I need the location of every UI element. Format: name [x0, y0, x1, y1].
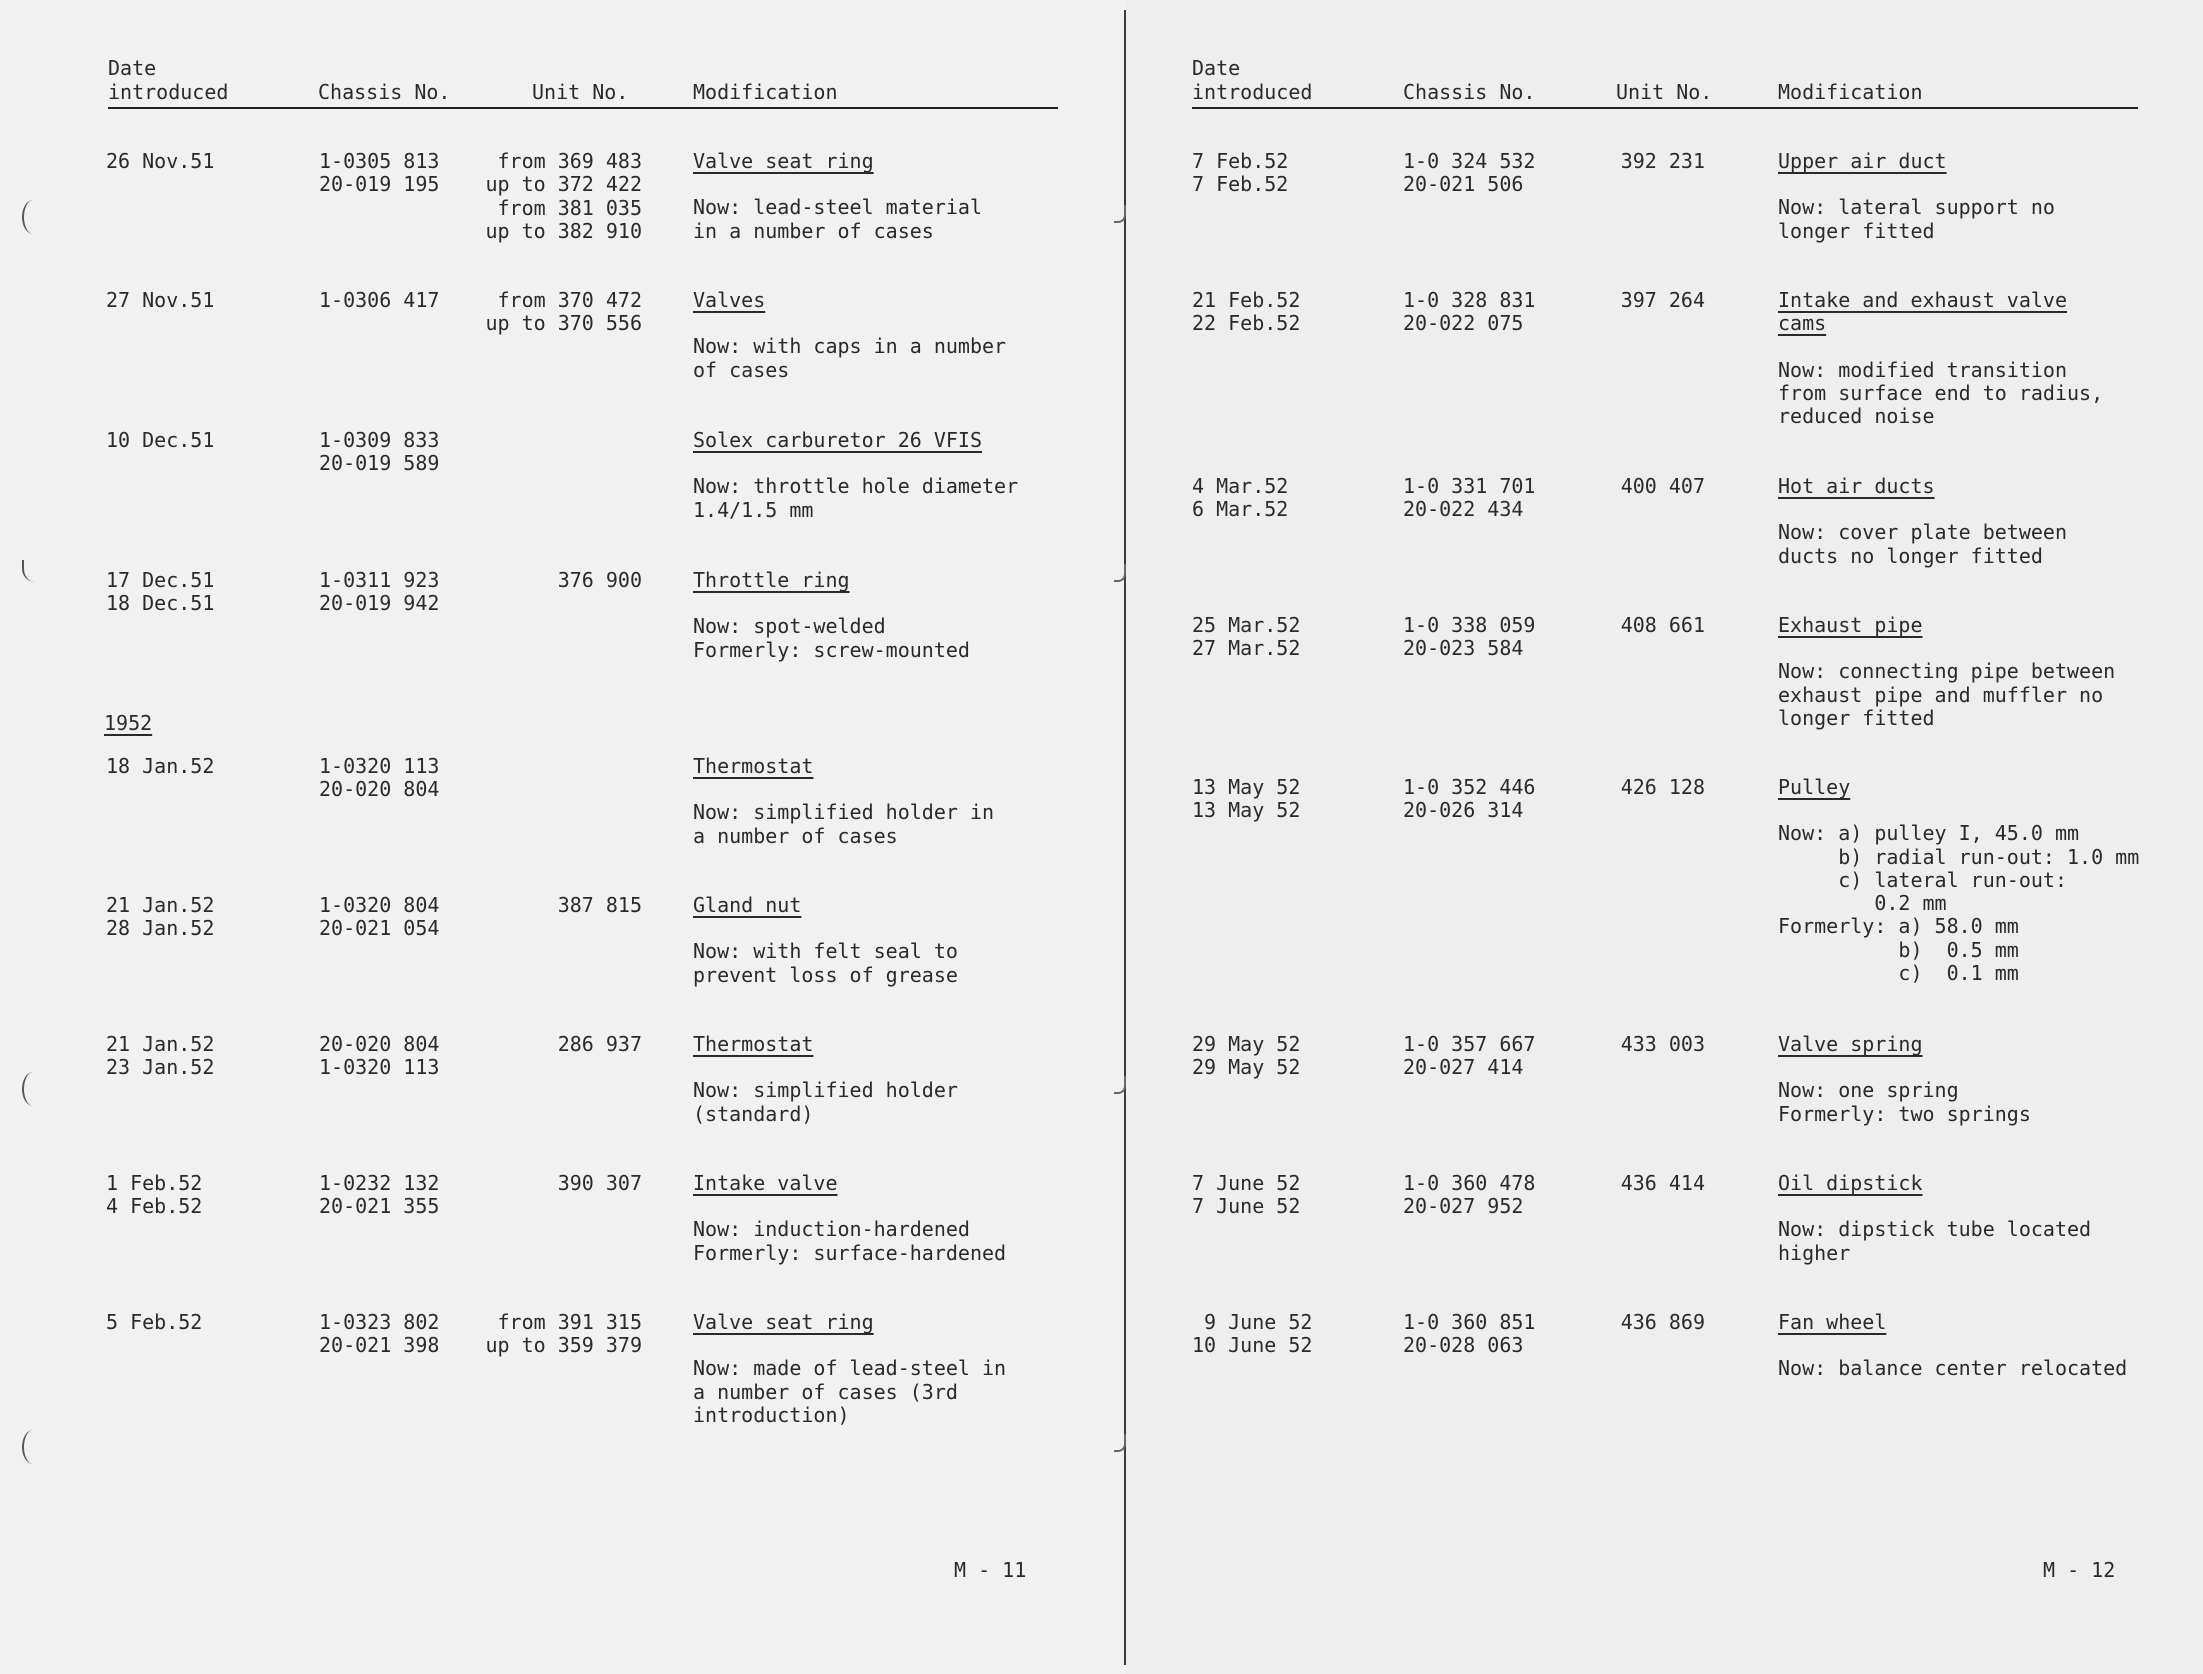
description-line: Now: balance center relocated	[1778, 1356, 2128, 1381]
description-line: b) 0.5 mm	[1778, 937, 2019, 962]
description-line: Now: with felt seal to	[693, 939, 958, 964]
description-line: Formerly: screw-mounted	[693, 637, 970, 662]
header-unit: Unit No.	[1616, 80, 1713, 104]
entry-modification	[693, 755, 994, 848]
entry-chassis-line: 1-0 328 831	[1403, 288, 1536, 312]
entry-chassis-line: 1-0 360 478	[1403, 1171, 1536, 1195]
entry-chassis	[1403, 776, 1535, 823]
entry-unit-line: from 381 035	[497, 195, 642, 220]
right-page	[1126, 0, 2203, 1674]
description-line: Now: simplified holder in	[693, 800, 995, 825]
entry-chassis-line: 1-0320 804	[319, 893, 440, 917]
description-line: Now: with caps in a number	[693, 334, 1007, 359]
entry-chassis-line: 20-023 584	[1403, 636, 1524, 661]
entry-date-line: 29 May 52	[1192, 1032, 1301, 1056]
page-number: M - 12	[2043, 1558, 2116, 1582]
entry-date-line: 10 Dec.51	[106, 428, 215, 452]
modification-title: Pulley	[1778, 775, 1851, 799]
entry-chassis	[1403, 289, 1535, 336]
entry-chassis	[1403, 1172, 1535, 1219]
entry-unit-line: 436 869	[1620, 1310, 1705, 1334]
modification-title: Throttle ring	[693, 568, 850, 592]
entry-chassis-line: 20-020 804	[319, 777, 440, 802]
entry-modification	[1778, 776, 2139, 985]
entry-chassis-line: 1-0320 113	[319, 754, 440, 778]
entry-unit-line: 390 307	[557, 1171, 642, 1195]
description-line: Now: one spring	[1778, 1078, 1959, 1103]
modification-description	[693, 801, 994, 848]
entry-unit	[1621, 776, 1705, 799]
entry-chassis	[1403, 1033, 1535, 1080]
header-date: Date introduced	[1192, 56, 1313, 104]
entry-chassis-line: 1-0 338 059	[1403, 613, 1536, 637]
modification-title: Solex carburetor 26 VFIS	[693, 428, 982, 452]
header-unit: Unit No.	[532, 80, 629, 104]
modification-title: Valve seat ring	[693, 149, 874, 173]
entry-chassis-line: 1-0305 813	[319, 149, 440, 173]
entry-chassis-line: 1-0 324 532	[1403, 149, 1536, 173]
entry-chassis-line: 20-020 804	[319, 1032, 440, 1056]
description-line: introduction)	[693, 1402, 850, 1427]
entry-chassis-line: 1-0 360 851	[1403, 1310, 1536, 1334]
description-line: b) radial run-out: 1.0 mm	[1778, 844, 2140, 869]
entry-date	[1192, 475, 1288, 522]
entry-unit-line: 433 003	[1620, 1032, 1705, 1056]
description-line: Now: connecting pipe between	[1778, 659, 2116, 684]
entry-date-line: 21 Jan.52	[106, 893, 215, 917]
header-modification: Modification	[1778, 80, 1923, 104]
entry-chassis-line: 20-021 506	[1403, 172, 1524, 197]
entry-date-line: 22 Feb.52	[1192, 311, 1301, 336]
entry-date	[106, 894, 214, 941]
entry-modification	[693, 1311, 1006, 1427]
entry-date	[106, 569, 214, 616]
description-line: Now: a) pulley I, 45.0 mm	[1778, 821, 2080, 846]
entry-modification	[693, 1033, 958, 1126]
entry-unit	[485, 289, 642, 336]
entry-date-line: 18 Jan.52	[106, 754, 215, 778]
entry-chassis-line: 20-027 952	[1403, 1194, 1524, 1219]
modification-title: Upper air duct	[1778, 149, 1947, 173]
description-line: c) 0.1 mm	[1778, 961, 2019, 986]
description-line: ducts no longer fitted	[1778, 543, 2043, 568]
entry-date-line: 26 Nov.51	[106, 149, 215, 173]
entry-date-line: 4 Mar.52	[1192, 474, 1289, 498]
modification-title: cams	[1778, 311, 1827, 336]
entry-unit	[558, 894, 642, 917]
description-line: longer fitted	[1778, 218, 1935, 243]
description-line: higher	[1778, 1240, 1851, 1265]
entry-date	[1192, 1311, 1312, 1358]
modification-title: Exhaust pipe	[1778, 613, 1923, 637]
binder-hole	[22, 560, 44, 582]
modification-title: Oil dipstick	[1778, 1171, 1923, 1195]
entry-chassis-line: 20-022 075	[1403, 311, 1524, 336]
entry-chassis-line: 20-027 414	[1403, 1055, 1524, 1080]
description-line: in a number of cases	[693, 218, 934, 243]
modification-title: Hot air ducts	[1778, 474, 1935, 498]
entry-chassis	[1403, 475, 1535, 522]
entry-date-line: 7 Feb.52	[1192, 172, 1289, 197]
entry-date-line: 9 June 52	[1192, 1310, 1313, 1334]
entry-chassis-line: 1-0320 113	[319, 1055, 440, 1080]
modification-description	[1778, 1079, 2031, 1126]
entry-date-line: 10 June 52	[1192, 1333, 1313, 1358]
modification-title: Intake and exhaust valve	[1778, 288, 2067, 312]
entry-chassis-line: 1-0 352 446	[1403, 775, 1536, 799]
entry-modification	[693, 289, 1006, 382]
description-line: Now: cover plate between	[1778, 520, 2067, 545]
entry-chassis	[1403, 1311, 1535, 1358]
entry-chassis	[1403, 614, 1535, 661]
entry-chassis-line: 20-019 195	[319, 172, 440, 197]
modification-description	[693, 1079, 958, 1126]
entry-date-line: 29 May 52	[1192, 1055, 1301, 1080]
entry-modification	[693, 1172, 1006, 1265]
entry-chassis	[319, 429, 439, 476]
entry-date	[1192, 614, 1300, 661]
entry-unit	[558, 1172, 642, 1195]
entry-date-line: 13 May 52	[1192, 798, 1301, 823]
modification-description	[1778, 660, 2115, 730]
entry-modification	[693, 894, 958, 987]
entry-unit-line: up to 370 556	[485, 311, 642, 336]
header-rule	[1192, 107, 2138, 109]
entry-date	[1192, 1172, 1300, 1219]
entry-chassis-line: 20-019 942	[319, 591, 440, 616]
entry-chassis	[319, 289, 439, 312]
entry-chassis	[1403, 150, 1535, 197]
entry-chassis	[319, 569, 439, 616]
entry-unit-line: from 370 472	[497, 288, 642, 312]
description-line: Formerly: a) 58.0 mm	[1778, 914, 2019, 939]
header-chassis: Chassis No.	[1403, 80, 1536, 104]
entry-date	[106, 429, 214, 452]
entry-unit-line: 376 900	[557, 568, 642, 592]
entry-unit-line: 397 264	[1620, 288, 1705, 312]
description-line: Formerly: surface-hardened	[693, 1240, 1007, 1265]
description-line: reduced noise	[1778, 404, 1935, 429]
entry-chassis-line: 1-0 357 667	[1403, 1032, 1536, 1056]
entry-date-line: 25 Mar.52	[1192, 613, 1301, 637]
entry-chassis-line: 20-021 398	[319, 1333, 440, 1358]
entry-modification	[1778, 150, 2055, 243]
description-line: exhaust pipe and muffler no	[1778, 682, 2104, 707]
entry-unit-line: up to 382 910	[485, 218, 642, 243]
entry-chassis-line: 20-026 314	[1403, 798, 1524, 823]
binder-hole	[22, 1430, 44, 1464]
entry-date-line: 23 Jan.52	[106, 1055, 215, 1080]
entry-date	[1192, 150, 1288, 197]
entry-unit	[558, 569, 642, 592]
description-line: of cases	[693, 357, 790, 382]
description-line: (standard)	[693, 1101, 814, 1126]
entry-modification	[1778, 1172, 2091, 1265]
entry-chassis-line: 1-0306 417	[319, 288, 440, 312]
entry-date-line: 4 Feb.52	[106, 1194, 203, 1219]
entry-date-line: 7 June 52	[1192, 1171, 1301, 1195]
entry-unit-line: from 369 483	[497, 149, 642, 173]
entry-date-line: 28 Jan.52	[106, 916, 215, 941]
modification-title: Valve seat ring	[693, 1310, 874, 1334]
entry-date	[106, 1311, 202, 1334]
entry-unit	[1621, 475, 1705, 498]
description-line: 1.4/1.5 mm	[693, 497, 814, 522]
modification-description	[693, 196, 982, 243]
entry-date-line: 17 Dec.51	[106, 568, 215, 592]
modification-title: Gland nut	[693, 893, 802, 917]
entry-modification	[1778, 1311, 2127, 1381]
modification-description	[1778, 822, 2139, 985]
entry-chassis-line: 1-0311 923	[319, 568, 440, 592]
description-line: Formerly: two springs	[1778, 1101, 2031, 1126]
description-line: prevent loss of grease	[693, 962, 958, 987]
entry-modification	[1778, 289, 2103, 428]
year-heading: 1952	[104, 711, 153, 735]
modification-description	[693, 615, 970, 662]
header-date: Date introduced	[108, 56, 229, 104]
entry-unit-line: from 391 315	[497, 1310, 642, 1334]
entry-unit	[1621, 150, 1705, 173]
entry-date-line: 21 Jan.52	[106, 1032, 215, 1056]
description-line: a number of cases (3rd	[693, 1379, 958, 1404]
entry-chassis-line: 1-0 331 701	[1403, 474, 1536, 498]
description-line: Now: induction-hardened	[693, 1217, 970, 1242]
entry-unit-line: 387 815	[557, 893, 642, 917]
entry-modification	[693, 429, 1018, 522]
entry-unit-line: 286 937	[557, 1032, 642, 1056]
entry-date	[106, 755, 214, 778]
entry-chassis-line: 20-021 054	[319, 916, 440, 941]
entry-unit-line: 408 661	[1620, 613, 1705, 637]
entry-unit-line: up to 372 422	[485, 172, 642, 197]
description-line: Now: spot-welded	[693, 614, 886, 639]
entry-modification	[693, 150, 982, 243]
entry-unit-line: up to 359 379	[485, 1333, 642, 1358]
header-rule	[108, 107, 1058, 109]
description-line: Now: simplified holder	[693, 1078, 958, 1103]
description-line: c) lateral run-out:	[1778, 867, 2067, 892]
entry-unit	[558, 1033, 642, 1056]
entry-chassis	[319, 150, 439, 197]
entry-unit	[1621, 1033, 1705, 1056]
page-number: M - 11	[954, 1558, 1027, 1582]
entry-date	[106, 289, 214, 312]
entry-unit-line: 392 231	[1620, 149, 1705, 173]
description-line: 0.2 mm	[1778, 891, 1947, 916]
entry-date	[106, 1172, 202, 1219]
entry-chassis	[319, 1311, 439, 1358]
entry-unit-line: 400 407	[1620, 474, 1705, 498]
modification-title: Thermostat	[693, 1032, 814, 1056]
entry-date	[106, 1033, 214, 1080]
entry-chassis-line: 1-0309 833	[319, 428, 440, 452]
entry-date-line: 6 Mar.52	[1192, 497, 1289, 522]
modification-description	[1778, 359, 2103, 429]
description-line: Now: throttle hole diameter	[693, 474, 1019, 499]
entry-unit	[1621, 289, 1705, 312]
entry-chassis	[319, 894, 439, 941]
entry-chassis	[319, 755, 439, 802]
entry-chassis-line: 20-022 434	[1403, 497, 1524, 522]
entry-date-line: 1 Feb.52	[106, 1171, 203, 1195]
entry-unit	[1621, 614, 1705, 637]
entry-chassis	[319, 1033, 439, 1080]
modification-description	[693, 475, 1018, 522]
description-line: longer fitted	[1778, 705, 1935, 730]
entry-modification	[1778, 475, 2067, 568]
entry-date-line: 7 Feb.52	[1192, 149, 1289, 173]
description-line: Now: modified transition	[1778, 357, 2067, 382]
entry-unit-line: 426 128	[1620, 775, 1705, 799]
entry-date-line: 13 May 52	[1192, 775, 1301, 799]
entry-chassis-line: 20-021 355	[319, 1194, 440, 1219]
modification-description	[693, 335, 1006, 382]
entry-unit	[1621, 1311, 1705, 1334]
modification-title: Intake valve	[693, 1171, 838, 1195]
entry-chassis-line: 1-0323 802	[319, 1310, 440, 1334]
entry-modification	[693, 569, 970, 662]
entry-date-line: 18 Dec.51	[106, 591, 215, 616]
binder-hole	[22, 1072, 44, 1106]
modification-description	[693, 1218, 1006, 1265]
entry-date-line: 27 Nov.51	[106, 288, 215, 312]
entry-date-line: 7 June 52	[1192, 1194, 1301, 1219]
binder-hole	[22, 200, 44, 234]
entry-date-line: 27 Mar.52	[1192, 636, 1301, 661]
modification-description	[1778, 1357, 2127, 1380]
description-line: a number of cases	[693, 823, 898, 848]
modification-title: Thermostat	[693, 754, 814, 778]
modification-title: Valve spring	[1778, 1032, 1923, 1056]
modification-description	[1778, 196, 2055, 243]
header-modification: Modification	[693, 80, 838, 104]
entry-unit	[1621, 1172, 1705, 1195]
description-line: Now: made of lead-steel in	[693, 1356, 1007, 1381]
entry-date	[1192, 776, 1300, 823]
entry-chassis	[319, 1172, 439, 1219]
entry-date-line: 21 Feb.52	[1192, 288, 1301, 312]
entry-chassis-line: 20-028 063	[1403, 1333, 1524, 1358]
description-line: Now: dipstick tube located	[1778, 1217, 2092, 1242]
modification-description	[1778, 521, 2067, 568]
entry-chassis-line: 1-0232 132	[319, 1171, 440, 1195]
entry-date-line: 5 Feb.52	[106, 1310, 203, 1334]
description-line: Now: lateral support no	[1778, 195, 2055, 220]
entry-unit-line: 436 414	[1620, 1171, 1705, 1195]
entry-date	[106, 150, 214, 173]
entry-date	[1192, 1033, 1300, 1080]
entry-date	[1192, 289, 1300, 336]
entry-modification	[1778, 1033, 2031, 1126]
modification-description	[693, 1357, 1006, 1427]
description-line: Now: lead-steel material	[693, 195, 982, 220]
modification-title: Valves	[693, 288, 766, 312]
modification-description	[693, 940, 958, 987]
entry-unit	[485, 150, 642, 243]
header-chassis: Chassis No.	[318, 80, 451, 104]
entry-unit	[485, 1311, 642, 1358]
description-line: from surface end to radius,	[1778, 380, 2104, 405]
entry-modification	[1778, 614, 2115, 730]
modification-description	[1778, 1218, 2091, 1265]
entry-chassis-line: 20-019 589	[319, 451, 440, 476]
modification-title: Fan wheel	[1778, 1310, 1887, 1334]
